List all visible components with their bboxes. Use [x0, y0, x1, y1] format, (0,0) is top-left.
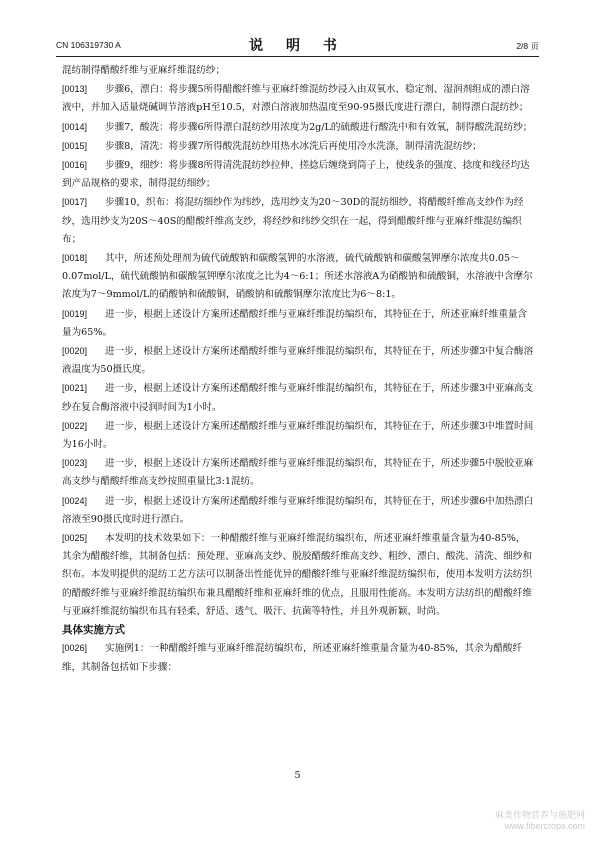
paragraph-number: [0021]: [62, 383, 88, 394]
paragraph-number: [0019]: [62, 308, 88, 319]
paragraph-text: 进一步，根据上述设计方案所述醋酸纤维与亚麻纤维混纺编织布，其特征在于，所述步骤3中堆置时间为16小时。: [62, 420, 534, 451]
paragraph-number: [0014]: [62, 121, 88, 132]
page-number: 5: [294, 770, 301, 781]
page-indicator: 2/8 页: [516, 41, 539, 51]
paragraph-text: 其中，所述预处理剂为硫代硫酸钠和碳酸氢钾的水溶液，硫代硫酸钠和碳酸氢钾摩尔浓度共0.05～0.07mol/L，硫代硫酸钠和碳酸氢钾摩尔浓度之比为4～6:1；所述水溶液A为硝酸钠和硫酸铜，水溶液中含摩尔浓度为7～9mmol/L的硝酸钠和硫酸铜，硝酸钠和硫酸铜摩尔浓度比为6～8:1。: [62, 253, 533, 301]
paragraph-text: 步骤9，细纱：将步骤8所得清洗混纺纱拉伸、搓捻后缠绕到筒子上，使线条的强度、捻度和线径均达到产品规格的要求，制得混纺细纱；: [62, 160, 530, 190]
paragraph-number: [0017]: [62, 197, 88, 208]
paragraph: [62, 249, 534, 305]
paragraph-text: 步骤10，织布：将混纺细纱作为纬纱，选用纱支为20～30D的混纺细纱，将醋酸纤维高支纱作为经纱，选用纱支为20S～40S的醋酸纤维高支纱，将经纱和纬纱交织在一起，得到醋酸纤维与亚麻纤维混纺编织布；: [62, 197, 524, 245]
paragraph-number: [0025]: [62, 533, 88, 544]
paragraph-number: [0023]: [62, 458, 88, 469]
paragraph-text: 进一步，根据上述设计方案所述醋酸纤维与亚麻纤维混纺编织布，其特征在于，所述步骤3中亚麻高支纱在复合酶溶液中浸润时间为1小时。: [62, 383, 534, 413]
paragraph: [62, 80, 534, 117]
paragraph: [62, 492, 534, 529]
paragraph-text: 混纺制得醋酸纤维与亚麻纤维混纺纱；: [62, 65, 226, 76]
document-title: 说 明 书: [249, 38, 346, 54]
paragraph-text: 步骤7，酸洗：将步骤6所得漂白混纺纱用浓度为2g/L的硫酸进行酸洗中和有效氧，制得酸洗混纺纱；: [105, 121, 533, 133]
paragraph-number: [0016]: [62, 160, 88, 171]
section-heading: 具体实施方式: [62, 624, 125, 637]
paragraph-number: [0018]: [62, 253, 88, 264]
paragraph: [62, 379, 534, 416]
paragraph: [62, 305, 534, 342]
watermark-title: 麻类作物营养与施肥网: [494, 810, 585, 820]
paragraph: [62, 342, 534, 379]
paragraph-text: 进一步，根据上述设计方案所述醋酸纤维与亚麻纤维混纺编织布，其特征在于，所述步骤3中复合酶溶液温度为50摄氏度。: [62, 346, 534, 376]
paragraph-text: 本发明的技术效果如下：一种醋酸纤维与亚麻纤维混纺编织布，所述亚麻纤维重量含量为40-85%，其余为醋酸纤维，其制备包括：预处理、亚麻高支纱、脱胶醋酸纤维高支纱、粗纱、漂白、酸洗、清洗、细纱和织布。本发明提供的混纺工艺方法可以制备出性能优异的醋酸纤维与亚麻纤维混纺编织布，使用本发明方法纺织的醋酸纤维与亚麻纤维混纺编织布兼具醋酸纤维和亚麻纤维的优点，且服用性能高。本发明方法纺织的醋酸纤维与亚麻纤维混纺编织布具有轻柔、舒适、透气、吸汗、抗菌等特性，并且外观新颖、时尚。: [62, 533, 533, 617]
paragraph-text: 步骤6，漂白：将步骤5所得醋酸纤维与亚麻纤维混纺纱浸入由双氧水、稳定剂、湿润剂组成的漂白溶液中，并加入适量烧碱调节溶液pH至10.5，对漂白溶液加热温度至90-95摄氏度进行漂白，制得漂白混纺纱；: [62, 84, 530, 114]
paragraph-text: 进一步，根据上述设计方案所述醋酸纤维与亚麻纤维混纺编织布，其特征在于，所述步骤6中加热漂白溶液至90摄氏度时进行漂白。: [62, 495, 534, 525]
document-number: CN 106319730 A: [56, 40, 121, 50]
paragraph: [62, 193, 534, 249]
paragraph: [62, 417, 534, 454]
paragraph: [62, 639, 534, 676]
paragraph-text: 步骤8，清洗：将步骤7所得酸洗混纺纱用热水冰洗后再使用冷水洗涤，制得清洗混纺纱；: [105, 140, 482, 152]
paragraph: [62, 454, 534, 491]
watermark: [495, 810, 585, 832]
paragraph: [62, 156, 534, 193]
paragraph-number: [0015]: [62, 140, 88, 151]
paragraph-number: [0024]: [62, 495, 88, 506]
paragraph: [62, 118, 534, 137]
paragraph-number: [0026]: [62, 643, 88, 654]
paragraph-number: [0020]: [62, 346, 88, 357]
paragraph-number: [0013]: [62, 84, 88, 95]
paragraph-number: [0022]: [62, 420, 88, 431]
paragraph: [62, 529, 534, 621]
paragraph-text: 实施例1：一种醋酸纤维与亚麻纤维混纺编织布，所述亚麻纤维重量含量为40-85%，其余为醋酸纤维，其制备包括如下步骤：: [62, 643, 523, 673]
paragraph-text: 进一步，根据上述设计方案所述醋酸纤维与亚麻纤维混纺编织布，其特征在于，所述步骤5中脱胶亚麻高支纱与醋酸纤维高支纱按照重量比3:1混纺。: [62, 458, 534, 488]
paragraph-text: 进一步，根据上述设计方案所述醋酸纤维与亚麻纤维混纺编织布，其特征在于，所述亚麻纤维重量含量为65%。: [62, 308, 528, 338]
paragraph: [62, 62, 534, 80]
paragraph: [62, 137, 534, 156]
document-body: [62, 62, 534, 677]
page-header: [56, 36, 539, 57]
watermark-url: www.fibercrops.com: [504, 821, 585, 831]
